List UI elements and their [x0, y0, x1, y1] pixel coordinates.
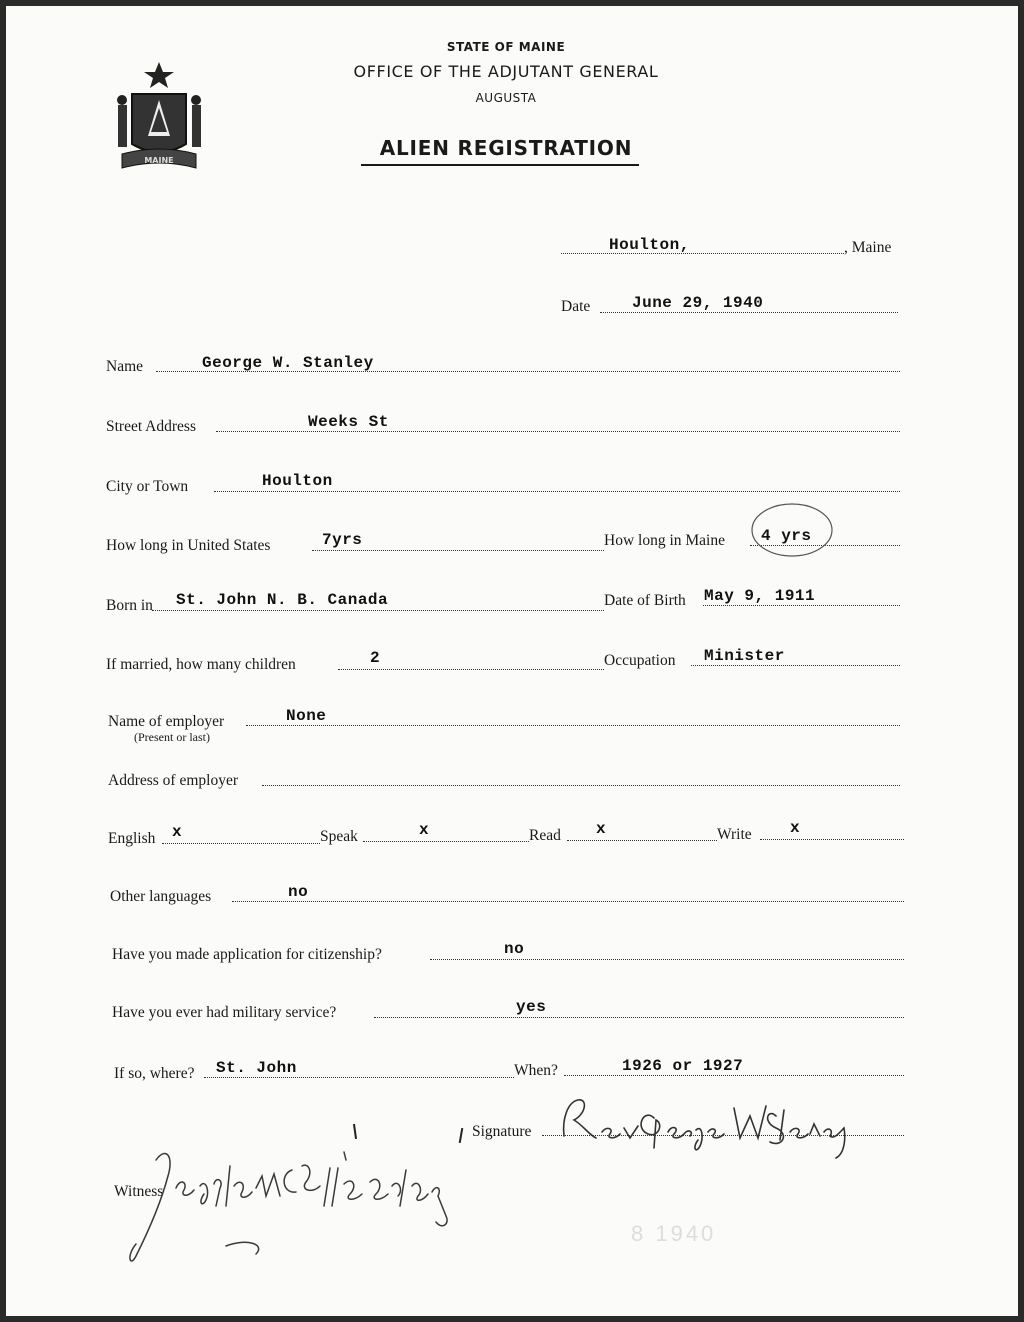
read-value: x [596, 820, 607, 838]
born-label: Born in [106, 597, 153, 614]
witness-handwriting [116, 1126, 586, 1276]
children-value: 2 [370, 649, 381, 667]
place-suffix: , Maine [844, 239, 892, 256]
when-label: When? [514, 1062, 558, 1079]
city-value: Houlton [262, 472, 333, 490]
maine-time-value: 4 yrs [761, 527, 812, 545]
english-label: English [108, 830, 156, 847]
when-line [564, 1075, 904, 1076]
us-time-label: How long in United States [106, 537, 271, 554]
us-time-value: 7yrs [322, 531, 363, 549]
born-value: St. John N. B. Canada [176, 591, 389, 609]
employer-address-line [262, 785, 900, 786]
where-value: St. John [216, 1059, 297, 1077]
write-label: Write [717, 826, 752, 843]
occupation-value: Minister [704, 647, 785, 665]
employer-address-label: Address of employer [108, 772, 238, 789]
name-value: George W. Stanley [202, 354, 374, 372]
employer-label: Name of employer [108, 713, 225, 730]
date-line [600, 312, 898, 313]
other-languages-line [232, 901, 904, 902]
children-label: If married, how many children [106, 656, 296, 673]
dob-line [703, 605, 900, 606]
where-label: If so, where? [114, 1065, 195, 1082]
date-value: June 29, 1940 [632, 294, 764, 312]
street-line [216, 431, 900, 432]
form-title: ALIEN REGISTRATION [379, 136, 633, 160]
write-value: x [790, 819, 801, 837]
place-value: Houlton, [609, 236, 690, 254]
seal-text: MAINE [144, 156, 174, 165]
title-underline [361, 164, 639, 166]
place-line [561, 253, 844, 254]
us-time-line [312, 550, 604, 551]
maine-time-circle [746, 492, 836, 562]
occupation-line [691, 665, 900, 666]
signature-label: Signature [472, 1123, 532, 1140]
english-line [162, 843, 320, 844]
speak-label: Speak [320, 828, 358, 845]
write-line [760, 839, 904, 840]
street-label: Street Address [106, 418, 196, 435]
header-state: STATE OF MAINE [446, 40, 566, 54]
speak-line [363, 841, 529, 842]
military-label: Have you ever had military service? [112, 1004, 337, 1021]
signature-handwriting [544, 1088, 894, 1168]
occupation-label: Occupation [604, 652, 676, 669]
employer-value: None [286, 707, 327, 725]
military-value: yes [516, 998, 547, 1016]
witness-label: Witness [114, 1183, 164, 1200]
maine-time-label: How long in Maine [604, 532, 725, 549]
dob-label: Date of Birth [604, 592, 686, 609]
dob-value: May 9, 1911 [704, 587, 816, 605]
other-languages-value: no [288, 883, 309, 901]
read-line [567, 840, 717, 841]
read-label: Read [529, 827, 561, 844]
citizenship-line [430, 959, 904, 960]
where-line [204, 1077, 514, 1078]
when-value: 1926 or 1927 [622, 1057, 744, 1075]
city-label: City or Town [106, 478, 189, 495]
receipt-stamp: 8 1940 [631, 1221, 717, 1246]
speak-value: x [419, 821, 430, 839]
header-city: AUGUSTA [475, 91, 537, 105]
english-value: x [172, 823, 183, 841]
children-line [338, 669, 604, 670]
name-label: Name [106, 358, 144, 375]
citizenship-value: no [504, 940, 525, 958]
other-languages-label: Other languages [110, 888, 212, 905]
employer-line [246, 725, 900, 726]
born-line [152, 610, 604, 611]
employer-sublabel: (Present or last) [134, 730, 210, 744]
military-line [374, 1017, 904, 1018]
header-office: OFFICE OF THE ADJUTANT GENERAL [353, 62, 659, 81]
date-label: Date [561, 298, 591, 315]
citizenship-label: Have you made application for citizenship? [112, 946, 382, 963]
street-value: Weeks St [308, 413, 389, 431]
registration-form-page [6, 6, 1018, 1316]
